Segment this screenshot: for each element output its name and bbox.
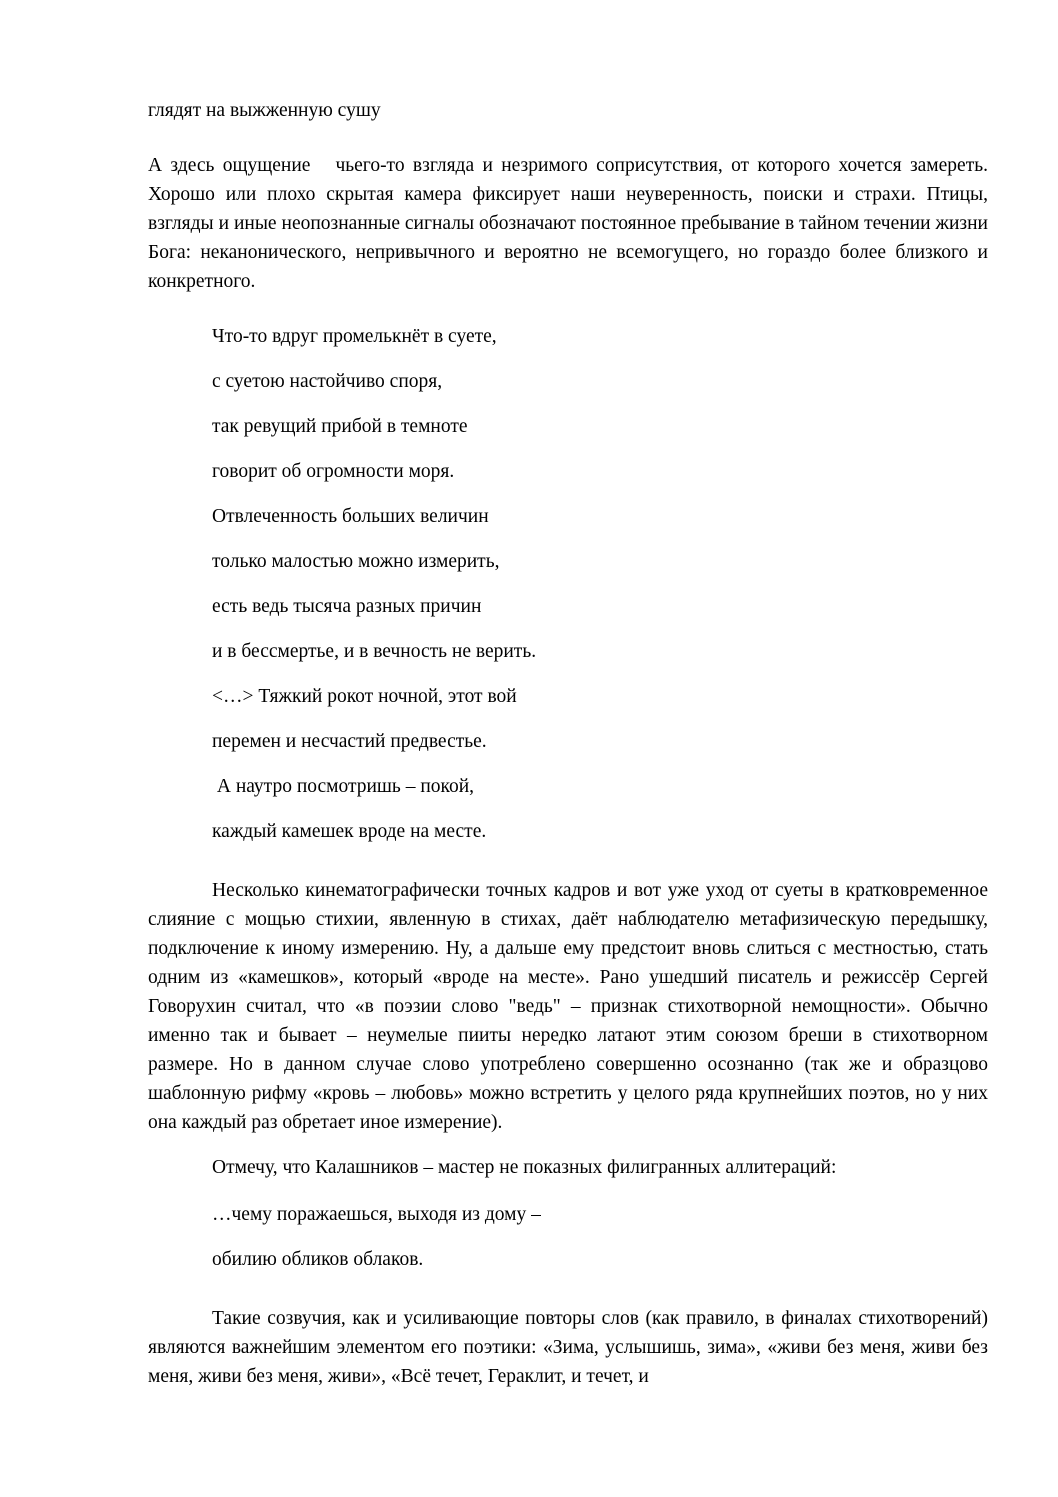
verse-line: Отвлеченность больших величин — [212, 506, 489, 527]
spacer — [148, 1282, 988, 1304]
verse-line: есть ведь тысяча разных причин — [212, 596, 482, 617]
verse-line: …чему поражаешься, выходя из дому – — [212, 1204, 541, 1225]
verse-line: Что-то вдруг промелькнёт в суете, — [212, 326, 497, 347]
verse-line: с суетою настойчиво споря, — [212, 371, 443, 392]
verse-line: и в бессмертье, и в вечность не верить. — [212, 641, 537, 662]
verse-line: А наутро посмотришь – покой, — [212, 776, 475, 797]
paragraph-2: Несколько кинематографически точных кадров и вот уже уход от суеты в кратковременное слияние с мощью стихии, явленную в стихах, даёт наблюдателю метафизическую передышку, подключение к иному измерению. Ну, а дальше ему предстоит вновь слиться с местностью, стать одним из «камешков», который «вроде на месте». Рано ушедший писатель и режиссёр Сергей Говорухин считал, что «в поэзии слово "ведь" – признак стихотворной немощности». Обычно именно так и бывает – неумелые пииты нередко латают этим союзом бреши в стихотворном размере. Но в данном случае слово употреблено совершенно осознанно (так же и образцово шаблонную рифму «кровь – любовь» можно встретить у целого ряда крупнейших поэтов, но у них она каждый раз обретает иное измерение). — [148, 880, 993, 1133]
verse-line: обилию обликов облаков. — [212, 1249, 424, 1270]
verse-line: перемен и несчастий предвестье. — [212, 731, 487, 752]
verse-block-2 — [148, 1192, 988, 1282]
verse-line: так ревущий прибой в темноте — [212, 416, 468, 437]
paragraph-3: Отмечу, что Калашников – мастер не показных филигранных аллитераций: — [212, 1157, 837, 1178]
spacer — [148, 125, 988, 151]
verse-block-1 — [148, 314, 988, 854]
verse-line: каждый камешек вроде на месте. — [212, 821, 487, 842]
paragraph-1: А здесь ощущение чьего-то взгляда и незримого соприсутствия, от которого хочется замереть. Хорошо или плохо скрытая камера фиксирует наши неуверенность, поиски и страхи. Птицы, взгляды и иные неопознанные сигналы обозначают постоянное пребывание в тайном течении жизни Бога: неканонического, непривычного и вероятно не всемогущего, но гораздо более близкого и конкретного. — [148, 155, 993, 292]
spacer — [148, 1137, 988, 1153]
spacer — [148, 854, 988, 876]
continuation-line: глядят на выжженную сушу — [148, 100, 381, 121]
verse-line: только малостью можно измерить, — [212, 551, 500, 572]
paragraph-4: Такие созвучия, как и усиливающие повторы слов (как правило, в финалах стихотворений) являются важнейшим элементом его поэтики: «Зима, услышишь, зима», «живи без меня, живи без меня, живи без меня, живи», «Всё течет, Гераклит, и течет, и — [148, 1308, 993, 1387]
spacer — [148, 1182, 988, 1192]
page-text-column — [148, 96, 993, 1391]
verse-line: <…> Тяжкий рокот ночной, этот вой — [212, 686, 517, 707]
spacer — [148, 296, 988, 314]
verse-line: говорит об огромности моря. — [212, 461, 455, 482]
